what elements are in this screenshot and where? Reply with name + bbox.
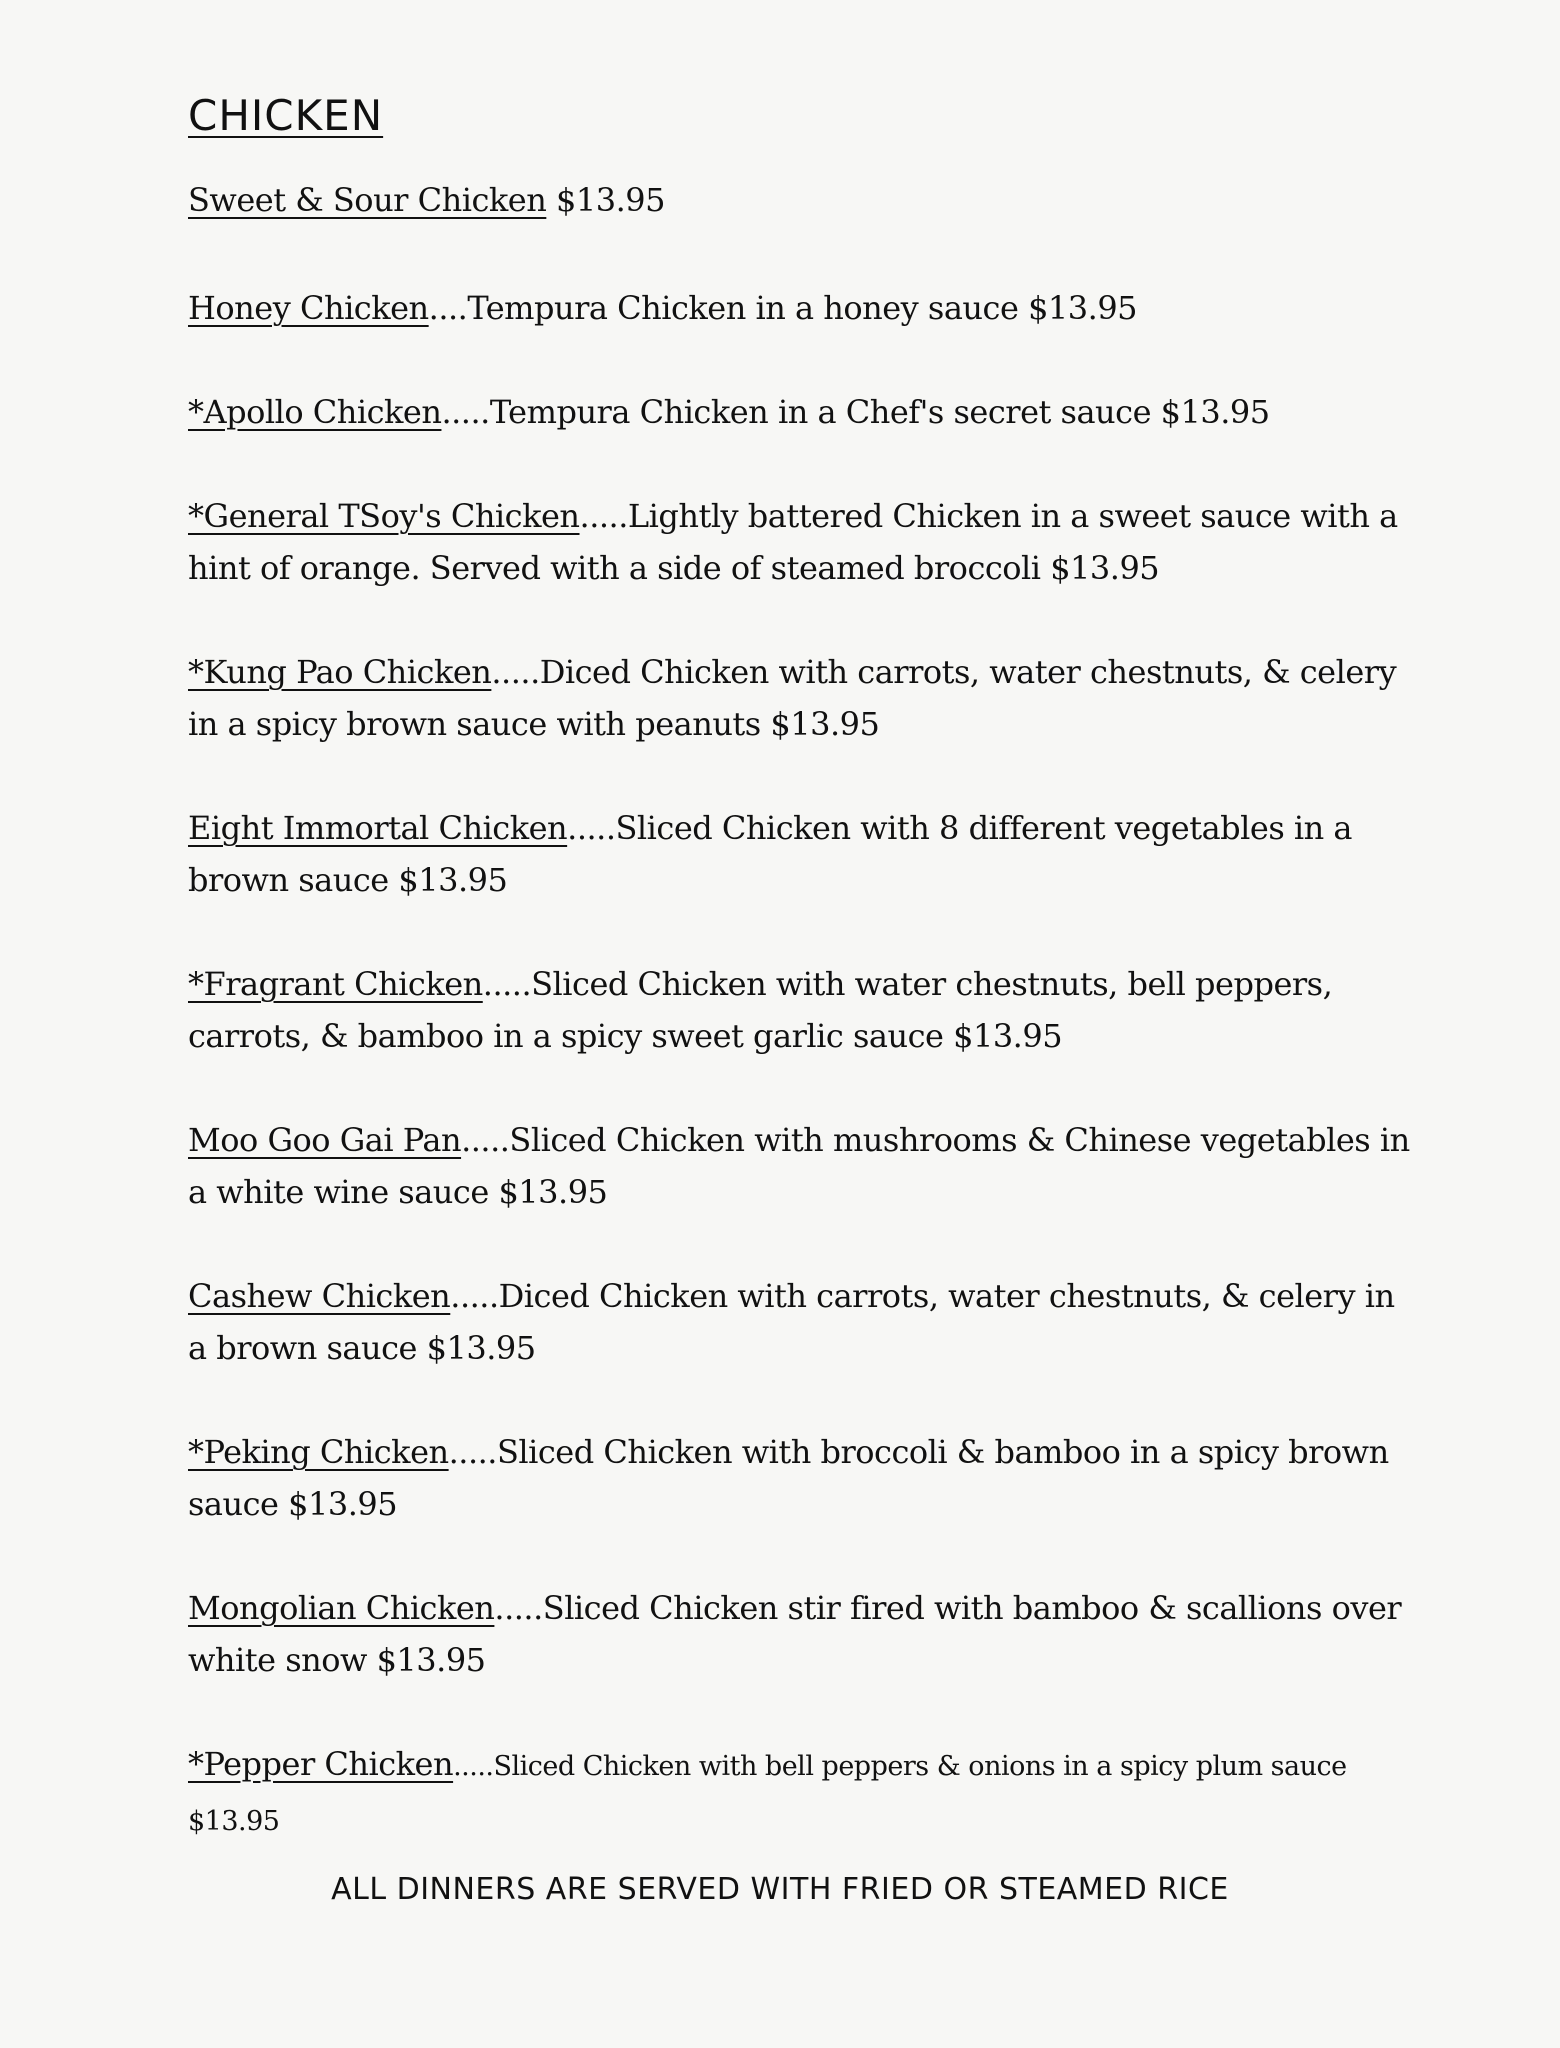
- dish-name: *Peking Chicken: [188, 1433, 449, 1471]
- dish-description: .....Sliced Chicken with bell peppers & onions in a spicy plum sauce $13.95: [188, 1751, 1347, 1837]
- dish-name: *Fragrant Chicken: [188, 965, 483, 1003]
- dish-name: Mongolian Chicken: [188, 1589, 495, 1627]
- dish-name: Honey Chicken: [188, 289, 429, 327]
- menu-item-moo-goo-gai-pan: [188, 1114, 1410, 1218]
- dish-description: ....Tempura Chicken in a honey sauce $13.95: [428, 289, 1138, 327]
- dish-name: *General TSoy's Chicken: [188, 497, 580, 535]
- dish-description: .....Sliced Chicken with 8 different vegetables in a brown sauce $13.95: [188, 809, 1352, 899]
- dish-description: .....Sliced Chicken with mushrooms & Chinese vegetables in a white wine sauce $13.95: [188, 1121, 1410, 1211]
- menu-list: [188, 174, 1410, 1848]
- dish-name: *Apollo Chicken: [188, 393, 442, 431]
- dish-name: *Kung Pao Chicken: [188, 653, 492, 691]
- menu-item-pepper-chicken: [188, 1738, 1410, 1848]
- menu-item-kung-pao-chicken: [188, 646, 1410, 750]
- dish-name: Cashew Chicken: [188, 1277, 451, 1315]
- menu-item-fragrant-chicken: [188, 958, 1410, 1062]
- dish-description: .....Tempura Chicken in a Chef's secret sauce $13.95: [441, 393, 1270, 431]
- menu-item-honey-chicken: [188, 282, 1410, 334]
- menu-item-eight-immortal-chicken: [188, 802, 1410, 906]
- menu-item-apollo-chicken: [188, 386, 1410, 438]
- dish-description: .....Sliced Chicken stir fired with bamboo & scallions over white snow $13.95: [188, 1589, 1402, 1679]
- dish-name: Eight Immortal Chicken: [188, 809, 568, 847]
- dish-description: .....Lightly battered Chicken in a sweet sauce with a hint of orange. Served with a side of steamed broccoli $13.95: [188, 497, 1398, 587]
- section-title: CHICKEN: [188, 91, 384, 140]
- dish-description: .....Diced Chicken with carrots, water chestnuts, & celery in a spicy brown sauce with peanuts $13.95: [188, 653, 1397, 743]
- menu-item-sweet-sour-chicken: [188, 174, 1410, 226]
- menu-item-cashew-chicken: [188, 1270, 1410, 1374]
- dish-description: .....Sliced Chicken with water chestnuts, bell peppers, carrots, & bamboo in a spicy sweet garlic sauce $13.95: [188, 965, 1333, 1055]
- dish-description: $13.95: [546, 181, 665, 219]
- menu-item-mongolian-chicken: [188, 1582, 1410, 1686]
- menu-item-peking-chicken: [188, 1426, 1410, 1530]
- dish-name: Moo Goo Gai Pan: [188, 1121, 462, 1159]
- dish-name: *Pepper Chicken: [188, 1745, 454, 1783]
- dish-name: Sweet & Sour Chicken: [188, 181, 547, 219]
- menu-item-general-tsoys-chicken: [188, 490, 1410, 594]
- dish-description: .....Diced Chicken with carrots, water chestnuts, & celery in a brown sauce $13.95: [188, 1277, 1395, 1367]
- dish-description: .....Sliced Chicken with broccoli & bamboo in a spicy brown sauce $13.95: [188, 1433, 1389, 1523]
- footer-note: ALL DINNERS ARE SERVED WITH FRIED OR STEAMED RICE: [331, 1872, 1229, 1907]
